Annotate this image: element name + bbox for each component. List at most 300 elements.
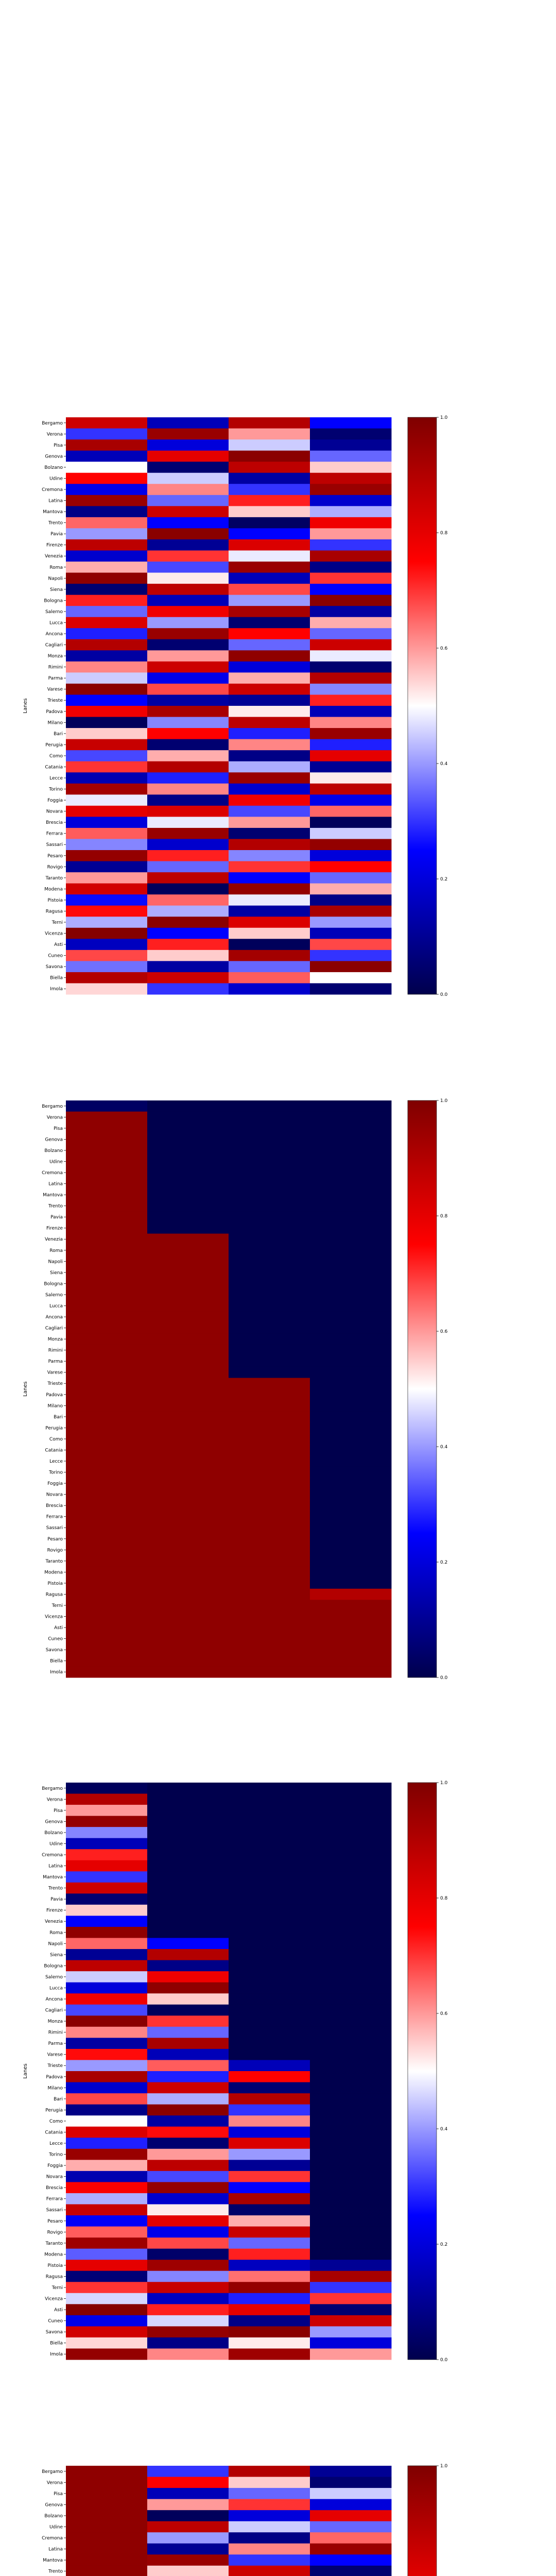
heatmap-cell: [66, 2348, 148, 2360]
heatmap-cell: [66, 1311, 148, 1323]
heatmap-cell: [310, 2171, 392, 2182]
heatmap-cell: [310, 1905, 392, 1916]
heatmap-cell: [66, 1145, 148, 1156]
heatmap-cell: [66, 1289, 148, 1300]
heatmap-cell: [66, 562, 148, 573]
row-tick-label: Trento: [48, 2569, 63, 2574]
heatmap-cell: [229, 2326, 310, 2337]
row-tick-label: Perugia: [45, 742, 63, 748]
heatmap-cell: [310, 2038, 392, 2049]
heatmap-cell: [66, 950, 148, 961]
heatmap-cell: [147, 1555, 229, 1567]
colorbar-gradient: [408, 1100, 437, 1677]
heatmap-cell: [147, 1611, 229, 1622]
row-tick-label: Trento: [48, 1886, 63, 1891]
heatmap-cell: [147, 1433, 229, 1445]
heatmap-cell: [310, 817, 392, 828]
heatmap-cell: [310, 1100, 392, 1112]
heatmap-cell: [66, 506, 148, 517]
row-tick-label: Asti: [54, 2308, 63, 2313]
heatmap-cell: [66, 1333, 148, 1345]
heatmap-cell: [147, 1827, 229, 1838]
heatmap-cell: [310, 1200, 392, 1212]
row-tick-label: Roma: [49, 1248, 63, 1253]
heatmap-cell: [229, 684, 310, 695]
heatmap-cell: [147, 1982, 229, 1994]
heatmap-cell: [66, 906, 148, 917]
heatmap-cell: [66, 2249, 148, 2260]
heatmap-cell: [229, 1422, 310, 1434]
heatmap-cell: [229, 2521, 310, 2533]
row-tick-label: Genova: [45, 1819, 63, 1825]
heatmap-cell: [147, 429, 229, 440]
heatmap-cell: [310, 2227, 392, 2238]
heatmap-cell: [229, 2566, 310, 2576]
row-tick-label: Roma: [49, 565, 63, 570]
heatmap-cell: [66, 2532, 148, 2544]
heatmap-cell: [147, 2566, 229, 2576]
heatmap-cell: [229, 1245, 310, 1256]
heatmap-cell: [66, 1500, 148, 1511]
heatmap-cell: [147, 1589, 229, 1600]
heatmap-cell: [229, 1600, 310, 1611]
heatmap-cell: [229, 1938, 310, 1950]
heatmap-cell: [66, 794, 148, 806]
heatmap-cell: [147, 961, 229, 972]
row-tick-label: Imola: [50, 2352, 63, 2358]
row-tick-label: Siena: [50, 587, 63, 592]
heatmap-cell: [310, 961, 392, 972]
heatmap-cell: [66, 1489, 148, 1500]
heatmap-cell: [147, 473, 229, 484]
heatmap-cell: [147, 1211, 229, 1223]
heatmap-cell: [147, 750, 229, 761]
heatmap-cell: [147, 861, 229, 873]
heatmap-cell: [229, 484, 310, 495]
row-tick-label: Parma: [48, 2041, 63, 2047]
heatmap-cell: [310, 950, 392, 961]
heatmap-cell: [310, 1883, 392, 1894]
heatmap-cell: [229, 1311, 310, 1323]
row-tick-label: Foggia: [47, 2163, 63, 2169]
heatmap-cell: [66, 2215, 148, 2227]
heatmap-cell: [310, 1655, 392, 1667]
heatmap-cell: [229, 1905, 310, 1916]
heatmap-cell: [229, 1827, 310, 1838]
heatmap-cell: [147, 1633, 229, 1645]
row-tick-label: Padova: [46, 1392, 63, 1398]
heatmap-cell: [66, 1123, 148, 1134]
heatmap-cell: [66, 1455, 148, 1467]
heatmap-cell: [66, 473, 148, 484]
heatmap-cell: [66, 2193, 148, 2205]
heatmap-cell: [147, 495, 229, 506]
heatmap-cell: [147, 728, 229, 739]
row-tick-label: Bergamo: [42, 1786, 63, 1791]
heatmap-cell: [147, 1156, 229, 1167]
heatmap-cell: [66, 806, 148, 817]
heatmap-cell: [229, 1189, 310, 1200]
heatmap-cell: [310, 462, 392, 473]
heatmap-cell: [66, 1633, 148, 1645]
heatmap-cell: [310, 1500, 392, 1511]
colorbar-tick-label: 0.6: [440, 1329, 448, 1334]
heatmap-cell: [229, 1666, 310, 1677]
heatmap-cell: [66, 1949, 148, 1960]
heatmap-cell: [310, 1916, 392, 1927]
heatmap-cell: [147, 1278, 229, 1290]
heatmap-cell: [310, 617, 392, 629]
heatmap-cell: [66, 1245, 148, 1256]
heatmap-cell: [66, 739, 148, 751]
heatmap-cell: [147, 1816, 229, 1827]
heatmap-cell: [66, 429, 148, 440]
row-tick-label: Como: [49, 753, 63, 759]
heatmap-cell: [229, 1223, 310, 1234]
row-tick-label: Foggia: [47, 1481, 63, 1487]
row-tick-label: Asti: [54, 1625, 63, 1631]
heatmap-cell: [229, 2544, 310, 2555]
heatmap-cell: [310, 672, 392, 684]
heatmap-cell: [229, 2027, 310, 2038]
heatmap-cell: [66, 1622, 148, 1633]
heatmap-cell: [147, 2227, 229, 2238]
heatmap-cell: [310, 1522, 392, 1533]
heatmap-cell: [66, 894, 148, 906]
heatmap-cell: [66, 495, 148, 506]
heatmap-cell: [66, 2521, 148, 2533]
row-tick-label: Latina: [48, 2547, 63, 2552]
row-tick-label: Ferrara: [46, 2196, 63, 2202]
row-tick-label: Ragusa: [45, 1592, 63, 1598]
row-tick-label: Varese: [47, 2052, 63, 2058]
heatmap-cell: [66, 761, 148, 773]
heatmap-cell: [147, 1478, 229, 1489]
heatmap-cell: [66, 2566, 148, 2576]
heatmap-cell: [147, 1233, 229, 1245]
heatmap-cell: [147, 817, 229, 828]
heatmap-cell: [229, 2271, 310, 2282]
heatmap-cell: [147, 1223, 229, 1234]
row-tick-label: Rimini: [48, 665, 63, 670]
heatmap-cell: [147, 484, 229, 495]
heatmap-cell: [147, 706, 229, 717]
heatmap-cell: [147, 1267, 229, 1278]
heatmap-cell: [147, 917, 229, 928]
heatmap-cell: [66, 451, 148, 462]
heatmap-cell: [66, 1233, 148, 1245]
heatmap-cell: [147, 584, 229, 595]
heatmap-cell: [310, 473, 392, 484]
heatmap-cell: [147, 1655, 229, 1667]
heatmap-cell: [66, 2304, 148, 2315]
heatmap-cell: [229, 1567, 310, 1578]
heatmap-cell: [147, 2038, 229, 2049]
row-tick-label: Bologna: [44, 598, 63, 604]
heatmap-cell: [66, 1156, 148, 1167]
heatmap-cell: [229, 1971, 310, 1982]
heatmap-cell: [310, 706, 392, 717]
heatmap-cell: [147, 1545, 229, 1556]
heatmap-cell: [66, 1422, 148, 1434]
heatmap-cell: [229, 1478, 310, 1489]
row-tick-label: Imola: [50, 987, 63, 992]
heatmap-cell: [66, 1805, 148, 1816]
heatmap-cell: [66, 928, 148, 939]
heatmap-cell: [66, 706, 148, 717]
heatmap-cell: [66, 1600, 148, 1611]
row-tick-label: Salerno: [45, 1974, 63, 1980]
heatmap-cell: [147, 2238, 229, 2249]
row-tick-label: Trento: [48, 520, 63, 526]
colorbar-tick-label: 0.8: [440, 1214, 448, 1219]
row-tick-label: Terni: [51, 920, 63, 925]
row-tick-label: Taranto: [45, 1558, 63, 1564]
heatmap-cell: [66, 817, 148, 828]
row-tick-label: Ragusa: [45, 909, 63, 914]
heatmap-cell: [147, 1511, 229, 1522]
heatmap-cell: [147, 850, 229, 861]
heatmap-cell: [66, 1478, 148, 1489]
heatmap-cell: [229, 1178, 310, 1190]
heatmap-cell: [310, 1794, 392, 1805]
heatmap-cell: [147, 884, 229, 895]
row-tick-label: Parma: [48, 1359, 63, 1365]
heatmap-cell: [229, 784, 310, 795]
heatmap-cell: [310, 2544, 392, 2555]
heatmap-cell: [147, 1871, 229, 1883]
heatmap-cell: [66, 972, 148, 984]
heatmap-cell: [66, 939, 148, 950]
heatmap-cell: [310, 2027, 392, 2038]
heatmap-cell: [310, 1389, 392, 1400]
heatmap-cell: [66, 1666, 148, 1677]
heatmap-cell: [229, 672, 310, 684]
heatmap-cell: [66, 1445, 148, 1456]
heatmap-cell: [66, 2499, 148, 2511]
heatmap-cell: [310, 2271, 392, 2282]
heatmap-cell: [229, 2249, 310, 2260]
row-tick-label: Sassari: [46, 842, 63, 848]
row-tick-label: Ferrara: [46, 1514, 63, 1520]
heatmap-cell: [310, 2521, 392, 2533]
heatmap-cell: [310, 2193, 392, 2205]
heatmap-cell: [229, 2015, 310, 2027]
heatmap-cell: [229, 1838, 310, 1850]
row-tick-label: Lucca: [49, 1986, 63, 1991]
heatmap-cell: [229, 928, 310, 939]
row-tick-label: Pisa: [54, 443, 63, 448]
heatmap-cell: [310, 417, 392, 429]
heatmap-cell: [229, 439, 310, 451]
heatmap-cell: [229, 617, 310, 629]
heatmap-cell: [310, 750, 392, 761]
heatmap-cell: [147, 2138, 229, 2149]
heatmap-cell: [310, 573, 392, 584]
heatmap-cell: [66, 2282, 148, 2293]
heatmap-cell: [229, 1805, 310, 1816]
heatmap-cell: [147, 1422, 229, 1434]
heatmap-cell: [229, 1578, 310, 1589]
row-tick-label: Ancona: [45, 632, 63, 637]
heatmap-cell: [147, 784, 229, 795]
heatmap-cell: [66, 2488, 148, 2499]
heatmap-cell: [310, 506, 392, 517]
heatmap-cell: [66, 850, 148, 861]
row-tick-label: Bergamo: [42, 420, 63, 426]
heatmap-cell: [66, 1611, 148, 1622]
heatmap-cell: [147, 1200, 229, 1212]
heatmap-cell: [310, 1345, 392, 1356]
heatmap-cell: [66, 1278, 148, 1290]
row-tick-label: Milano: [47, 1403, 63, 1409]
heatmap-cell: [66, 983, 148, 994]
row-tick-label: Verona: [46, 432, 63, 437]
heatmap-cell: [147, 1389, 229, 1400]
colorbar-tick-label: 0.2: [440, 2242, 448, 2247]
heatmap-cell: [66, 1655, 148, 1667]
heatmap-cell: [310, 2127, 392, 2138]
heatmap-cell: [310, 1816, 392, 1827]
heatmap-cell: [66, 1256, 148, 1267]
heatmap-cell: [310, 2315, 392, 2327]
row-tick-label: Asti: [54, 942, 63, 948]
heatmap-cell: [310, 2326, 392, 2337]
heatmap-cell: [229, 828, 310, 839]
heatmap-cell: [66, 1993, 148, 2005]
heatmap-cell: [310, 784, 392, 795]
heatmap-cell: [229, 850, 310, 861]
heatmap-cell: [310, 1622, 392, 1633]
row-tick-label: Perugia: [45, 2108, 63, 2113]
row-tick-label: Cuneo: [48, 953, 63, 959]
heatmap-cell: [310, 1644, 392, 1655]
colorbar-tick-label: 0.6: [440, 646, 448, 651]
row-tick-label: Monza: [47, 654, 63, 659]
heatmap-cell: [147, 1927, 229, 1938]
heatmap-cell: [147, 839, 229, 850]
heatmap-cell: [229, 1511, 310, 1522]
y-axis-label: Lanes: [23, 698, 28, 714]
row-tick-label: Varese: [47, 1370, 63, 1376]
colorbar-tick-label: 1.0: [440, 1781, 448, 1786]
heatmap-cell: [310, 1134, 392, 1145]
heatmap-cell: [310, 1211, 392, 1223]
heatmap-cell: [229, 1849, 310, 1860]
heatmap-cell: [147, 617, 229, 629]
heatmap-cell: [147, 950, 229, 961]
row-tick-label: Cagliari: [45, 2008, 63, 2013]
heatmap-cell: [310, 739, 392, 751]
heatmap-cell: [229, 473, 310, 484]
colorbar-gradient: [408, 2466, 437, 2576]
heatmap-cell: [229, 2532, 310, 2544]
row-tick-label: Vicenza: [45, 2296, 63, 2302]
row-tick-label: Siena: [50, 1270, 63, 1276]
heatmap-cell: [229, 983, 310, 994]
heatmap-cell: [229, 706, 310, 717]
row-tick-label: Latina: [48, 1863, 63, 1869]
row-tick-label: Brescia: [46, 1503, 63, 1509]
heatmap-cell: [147, 562, 229, 573]
colorbar: [408, 415, 448, 997]
heatmap-cell: [66, 672, 148, 684]
heatmap-cell: [310, 1511, 392, 1522]
row-tick-label: Bolzano: [44, 1148, 63, 1154]
heatmap-cell: [66, 2477, 148, 2488]
heatmap-cell: [229, 2193, 310, 2205]
row-tick-label: Perugia: [45, 1426, 63, 1431]
heatmap-cell: [66, 2337, 148, 2349]
heatmap-cell: [229, 1267, 310, 1278]
heatmap-cell: [310, 451, 392, 462]
row-tick-label: Genova: [45, 454, 63, 460]
row-tick-label: Pisa: [54, 1126, 63, 1131]
heatmap-cell: [229, 1233, 310, 1245]
row-tick-label: Biella: [50, 975, 63, 981]
heatmap-cell: [229, 2182, 310, 2193]
heatmap-cell: [147, 1178, 229, 1190]
heatmap-cell: [229, 1411, 310, 1422]
heatmap-cell: [147, 2488, 229, 2499]
row-tick-label: Padova: [46, 2074, 63, 2080]
heatmap-cell: [310, 1478, 392, 1489]
row-tick-label: Rovigo: [47, 2230, 63, 2235]
heatmap-cell: [310, 2160, 392, 2171]
heatmap-cell: [147, 828, 229, 839]
heatmap-cell: [310, 1666, 392, 1677]
row-tick-label: Cagliari: [45, 1326, 63, 1331]
heatmap-cell: [229, 1378, 310, 1389]
heatmap-cell: [66, 2115, 148, 2127]
heatmap-cell: [147, 1960, 229, 1972]
row-tick-label: Terni: [51, 1603, 63, 1608]
row-tick-label: Udine: [49, 1841, 63, 1847]
heatmap-cell: [310, 2293, 392, 2304]
heatmap-cell: [310, 2182, 392, 2193]
heatmap-cell: [310, 1367, 392, 1378]
heatmap-cell: [310, 1827, 392, 1838]
row-tick-label: Sassari: [46, 1526, 63, 1531]
row-tick-label: Napoli: [48, 1941, 63, 1947]
heatmap-cell: [229, 584, 310, 595]
heatmap-cell: [229, 961, 310, 972]
heatmap-cell: [147, 1189, 229, 1200]
heatmap-cell: [310, 1433, 392, 1445]
heatmap-cell: [310, 2337, 392, 2349]
row-tick-label: Pavia: [50, 532, 63, 537]
heatmap-cell: [66, 1467, 148, 1478]
heatmap-cell: [310, 1611, 392, 1622]
row-tick-label: Taranto: [45, 875, 63, 881]
heatmap-cell: [310, 2204, 392, 2215]
row-tick-label: Bolzano: [44, 2513, 63, 2519]
row-tick-label: Pavia: [50, 1897, 63, 1903]
heatmap-cell: [310, 1545, 392, 1556]
heatmap-cell: [147, 528, 229, 539]
heatmap-cell: [310, 728, 392, 739]
heatmap-cell: [147, 1522, 229, 1533]
heatmap-cell: [229, 562, 310, 573]
heatmap-cell: [147, 1578, 229, 1589]
heatmap-cell: [229, 2260, 310, 2271]
row-tick-label: Pisa: [54, 1808, 63, 1814]
heatmap-cell: [147, 1783, 229, 1794]
heatmap-cell: [66, 606, 148, 617]
heatmap-cell: [66, 717, 148, 728]
heatmap-panel-2: [23, 1098, 448, 1681]
heatmap-cell: [66, 2544, 148, 2555]
